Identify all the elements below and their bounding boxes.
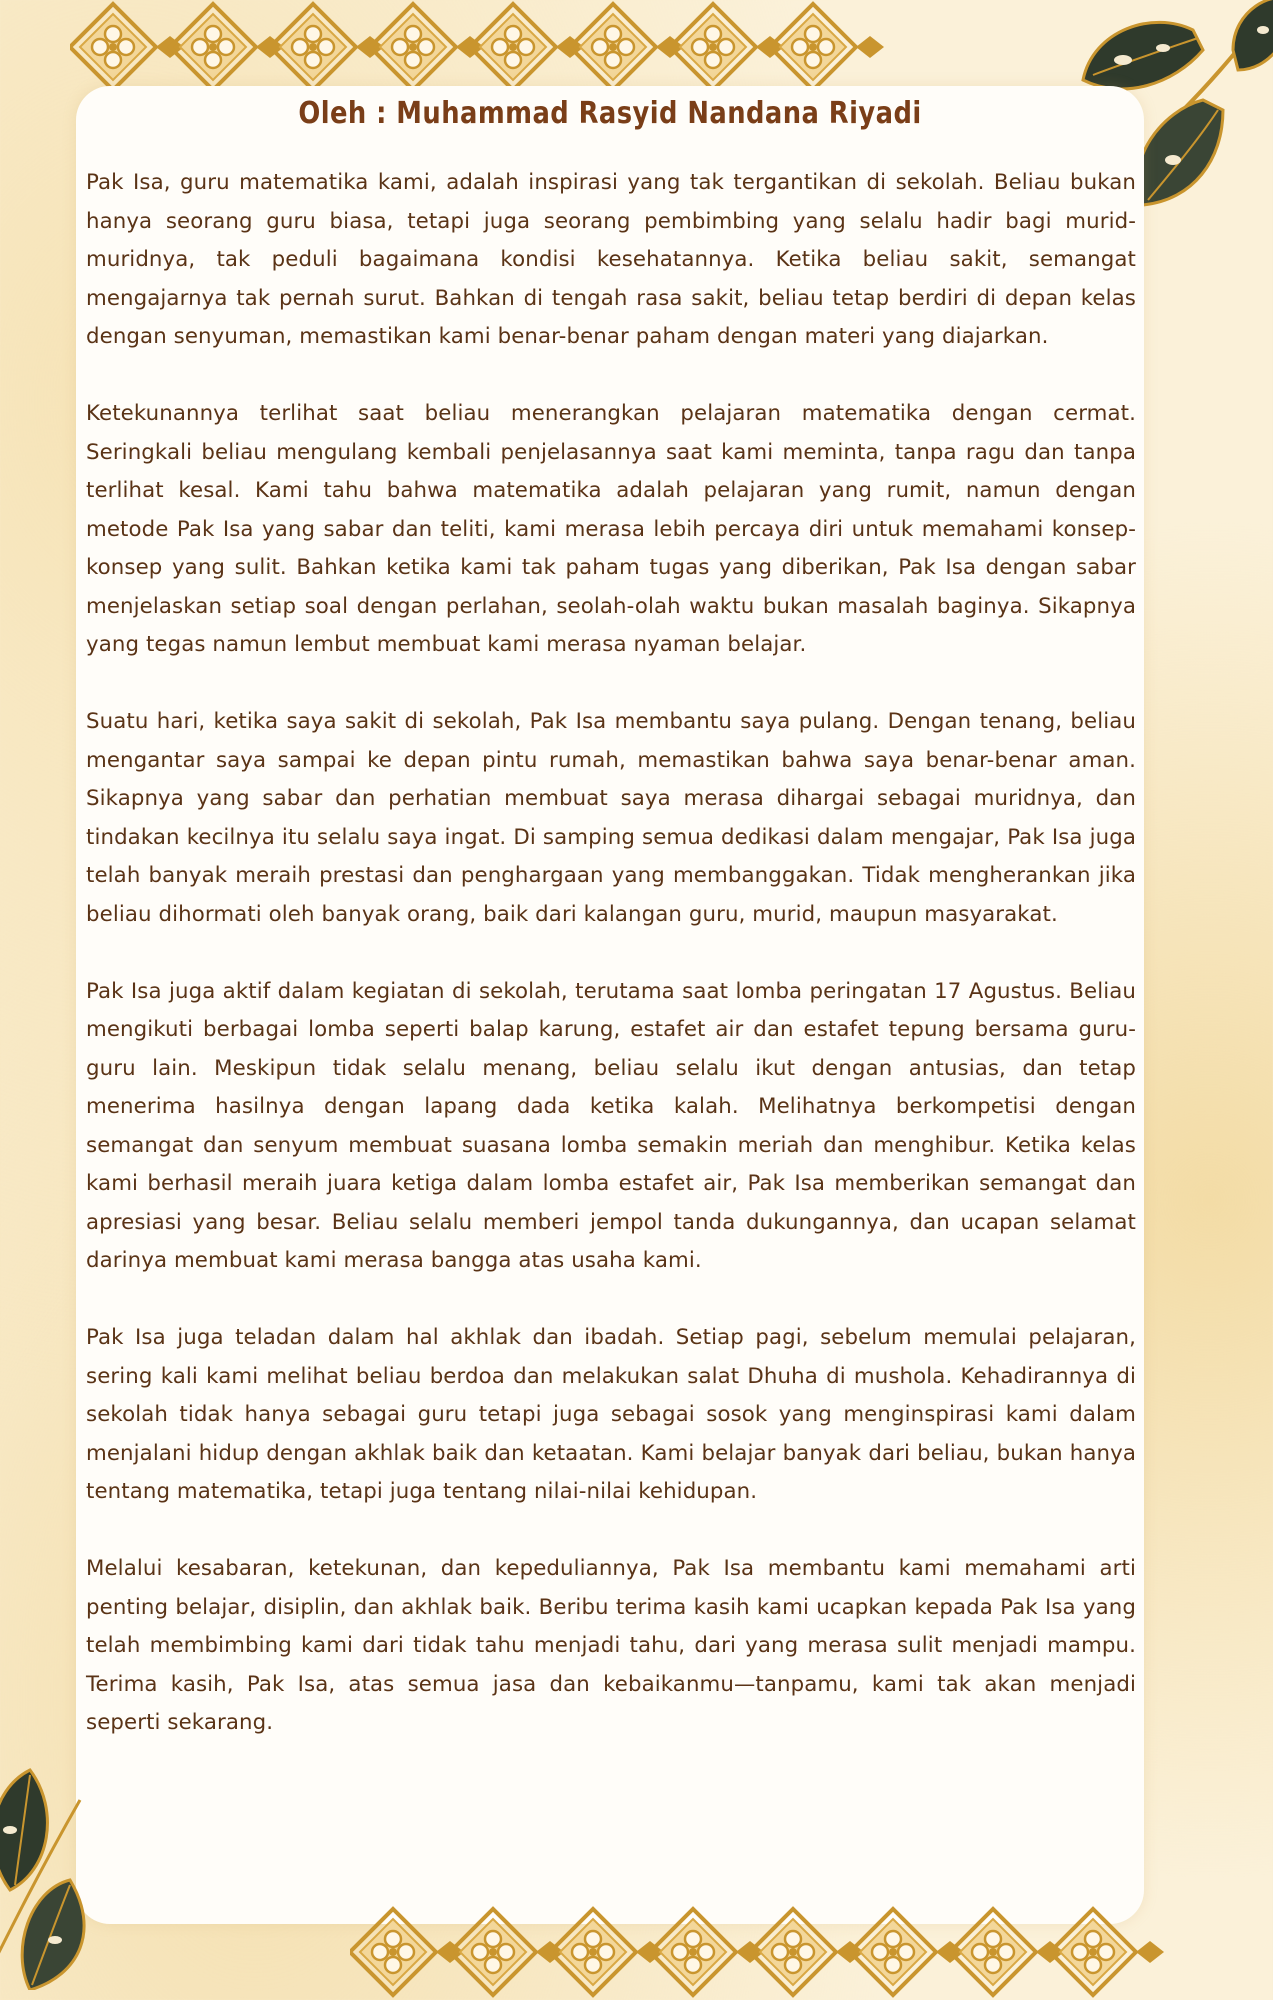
leaf-illustration xyxy=(0,1760,130,1990)
top-ornament-border xyxy=(70,0,920,95)
diamond-flower-pattern-top xyxy=(70,0,920,95)
paragraph-5: Pak Isa juga teladan dalam hal akhlak dan ibadah. Setiap pagi, sebelum memulai pelajaran, sering kali kami melihat beliau berdoa dan melakukan salat Dhuha di mushola. Kehadirannya di sekolah tidak hanya sebagai guru tetapi juga sebagai sosok yang menginspirasi kami dalam menjalani hidup dengan akhlak baik dan ketaatan. Kami belajar banyak dari beliau, bukan hanya tentang matematika, tetapi juga tentang nilai-nilai kehidupan. xyxy=(86,1325,1136,1504)
bottom-ornament-border xyxy=(350,1905,1200,2000)
paragraph-2: Ketekunannya terlihat saat beliau menerangkan pelajaran matematika dengan cermat. Seringkali beliau mengulang kembali penjelasannya saat kami meminta, tanpa ragu dan tanpa terlihat kesal. Kami tahu bahwa matematika adalah pelajaran yang rumit, namun dengan metode Pak Isa yang sabar dan teliti, kami merasa lebih percaya diri untuk memahami konsep-konsep yang sulit. Bahkan ketika kami tak paham tugas yang diberikan, Pak Isa dengan sabar menjelaskan setiap soal dengan perlahan, seolah-olah waktu bukan masalah baginya. Sikapnya yang tegas namun lembut membuat kami merasa nyaman belajar. xyxy=(86,401,1136,657)
paragraph-1: Pak Isa, guru matematika kami, adalah inspirasi yang tak tergantikan di sekolah. Beliau bukan hanya seorang guru biasa, tetapi juga seorang pembimbing yang selalu hadir bagi murid-muridnya, tak peduli bagaimana kondisi kesehatannya. Ketika beliau sakit, semangat mengajarnya tak pernah surut. Bahkan di tengah rasa sakit, beliau tetap berdiri di depan kelas dengan senyuman, memastikan kami benar-benar paham dengan materi yang diajarkan. xyxy=(86,170,1136,349)
author-byline: Oleh : Muhammad Rasyid Nandana Riyadi xyxy=(298,96,922,131)
diamond-flower-pattern-bottom xyxy=(350,1905,1200,2000)
article-body xyxy=(86,164,1136,1781)
paragraph-3: Suatu hari, ketika saya sakit di sekolah, Pak Isa membantu saya pulang. Dengan tenang, beliau mengantar saya sampai ke depan pintu rumah, memastikan bahwa saya benar-benar aman. Sikapnya yang sabar dan perhatian membuat saya merasa dihargai sebagai muridnya, dan tindakan kecilnya itu selalu saya ingat. Di samping semua dedikasi dalam mengajar, Pak Isa juga telah banyak meraih prestasi dan penghargaan yang membanggakan. Tidak mengherankan jika beliau dihormati oleh banyak orang, baik dari kalangan guru, murid, maupun masyarakat. xyxy=(86,709,1136,927)
paragraph-6: Melalui kesabaran, ketekunan, dan kepeduliannya, Pak Isa membantu kami memahami arti penting belajar, disiplin, dan akhlak baik. Beribu terima kasih kami ucapkan kepada Pak Isa yang telah membimbing kami dari tidak tahu menjadi tahu, dari yang merasa sulit menjadi mampu. Terima kasih, Pak Isa, atas semua jasa dan kebaikanmu—tanpamu, kami tak akan menjadi seperti sekarang. xyxy=(86,1556,1136,1735)
leaf-cluster-bottom-left xyxy=(0,1760,130,1990)
paragraph-4: Pak Isa juga aktif dalam kegiatan di sekolah, terutama saat lomba peringatan 17 Agustus. Beliau mengikuti berbagai lomba seperti balap karung, estafet air dan estafet tepung bersama guru-guru lain. Meskipun tidak selalu menang, beliau selalu ikut dengan antusias, dan tetap menerima hasilnya dengan lapang dada ketika kalah. Melihatnya berkompetisi dengan semangat dan senyum membuat suasana lomba semakin meriah dan menghibur. Ketika kelas kami berhasil meraih juara ketiga dalam lomba estafet air, Pak Isa memberikan semangat dan apresiasi yang besar. Beliau selalu memberi jempol tanda dukungannya, dan ucapan selamat darinya membuat kami merasa bangga atas usaha kami. xyxy=(86,978,1136,1273)
